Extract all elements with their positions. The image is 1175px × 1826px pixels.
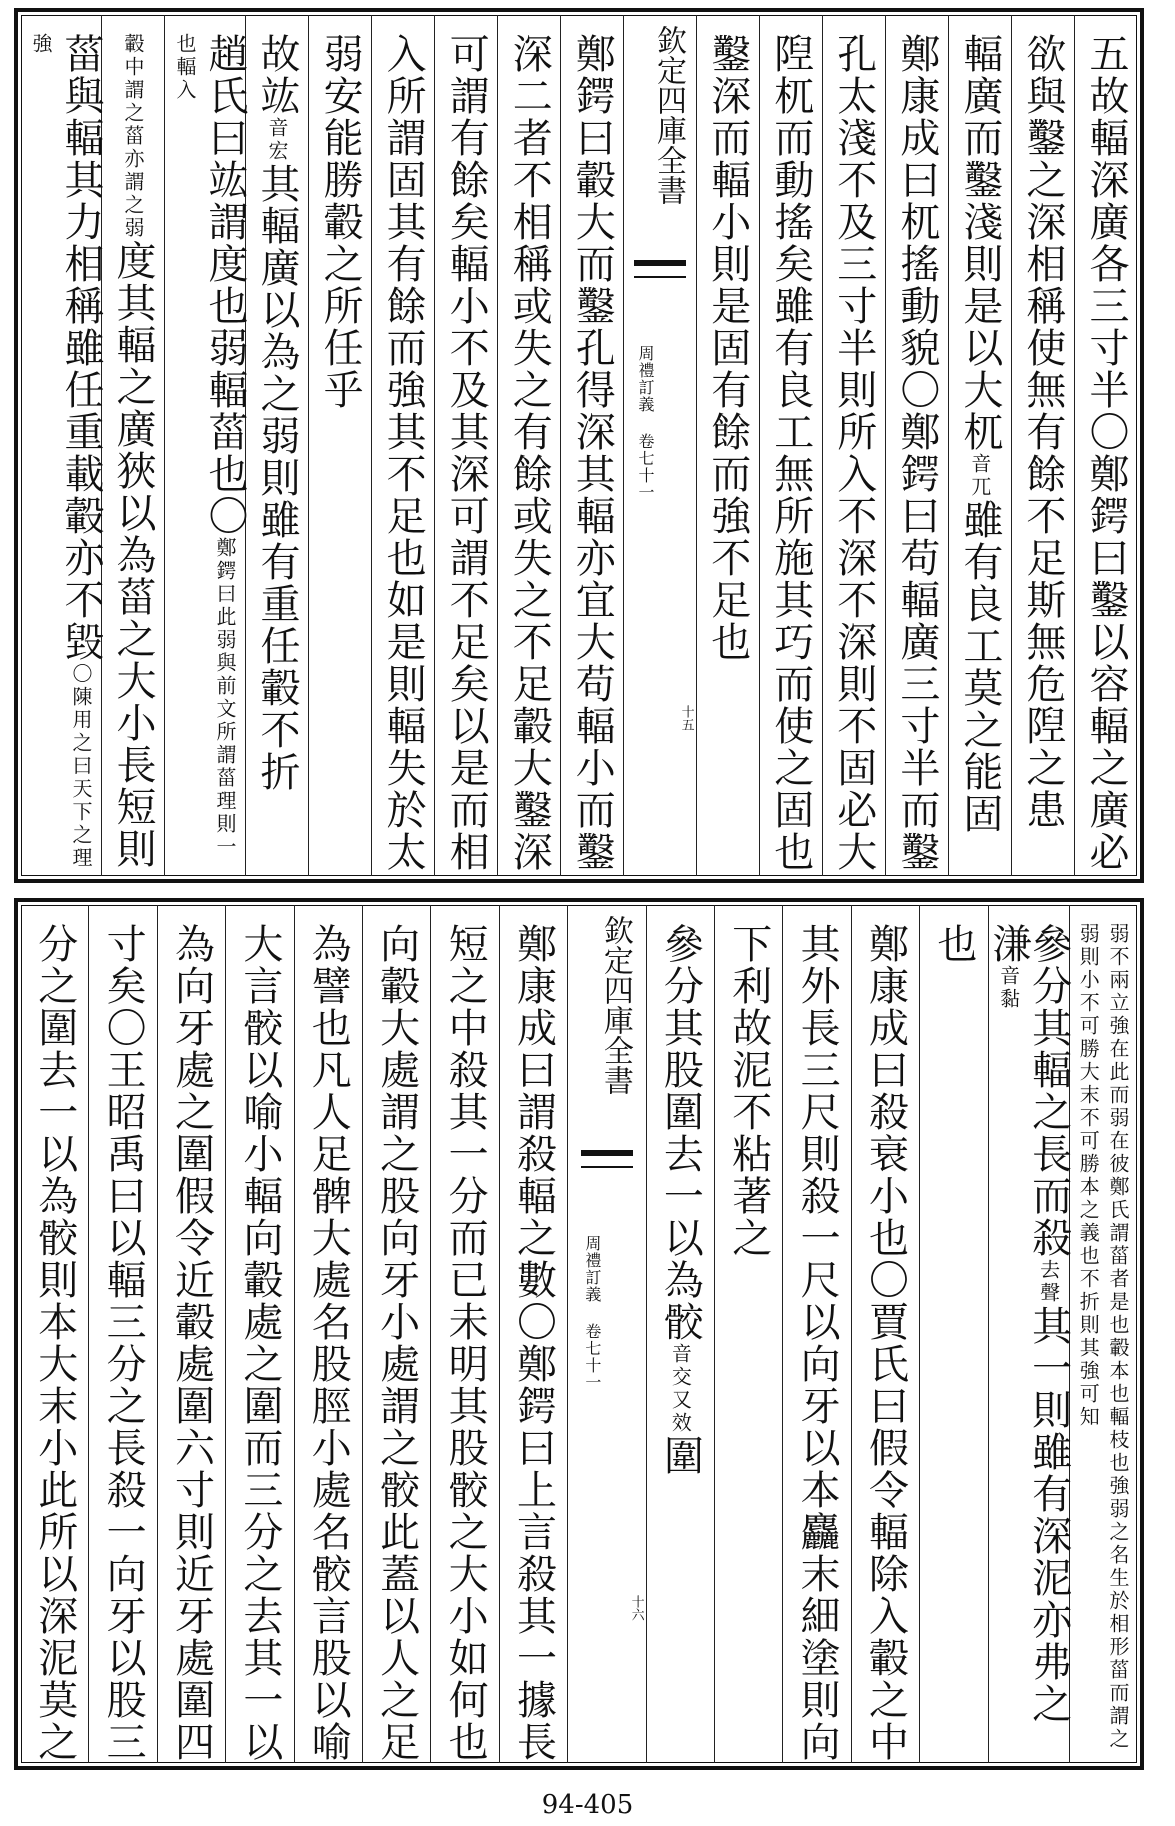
column-text — [1082, 15, 1129, 876]
text-column — [1011, 15, 1074, 876]
text-column — [430, 905, 498, 1763]
center-margin-column — [623, 15, 695, 876]
main-text: 可謂有餘矣輻小不及其深可謂不足矣以是而相 — [443, 33, 490, 873]
main-text: 鑿深而輻小則是固有餘而強不足也 — [704, 33, 751, 663]
center-margin — [568, 905, 646, 1763]
text-column — [497, 15, 560, 876]
fish-tail-mark — [634, 260, 686, 278]
column-text — [1074, 905, 1133, 1763]
main-text: 參分其輻之長而殺 — [1025, 923, 1072, 1259]
column-text — [31, 905, 78, 1763]
column-text — [893, 15, 940, 876]
center-margin-column — [567, 905, 646, 1763]
footer-page-number: 94-405 — [541, 1790, 634, 1820]
main-text: 為向牙處之圍假令近轂處圍六寸則近牙處圍四 — [168, 923, 215, 1763]
main-text: 參分其股圍去一以為骹 — [657, 923, 704, 1343]
text-column — [714, 905, 782, 1763]
text-column — [21, 15, 104, 876]
main-text: 圍 — [657, 1435, 704, 1477]
text-column — [157, 905, 225, 1763]
text-column — [759, 15, 822, 876]
column-text — [443, 15, 490, 876]
text-column — [371, 15, 434, 876]
text-columns — [21, 15, 1137, 876]
text-column — [164, 15, 249, 876]
annotation-text: 去聲 — [1036, 1259, 1061, 1305]
main-text: 鄭康成曰謂殺輻之數〇鄭鍔曰上言殺其一據長 — [510, 923, 557, 1763]
column-text — [510, 905, 557, 1763]
text-column — [696, 15, 759, 876]
leaf-number: 十六 — [628, 1595, 644, 1621]
main-text: 度其輻之廣狹以為菑之大小長短則 — [110, 240, 156, 870]
column-text — [110, 15, 156, 876]
column-text — [657, 905, 704, 1763]
text-column — [225, 905, 293, 1763]
column-text — [1019, 15, 1066, 876]
column-text — [380, 15, 427, 876]
column-text — [373, 905, 420, 1763]
column-text — [704, 15, 751, 876]
main-text: 欲與鑿之深相稱使無有餘不足斯無危隉之患 — [1019, 33, 1066, 831]
text-column — [362, 905, 430, 1763]
annotation-text: 音黏 — [996, 965, 1021, 1011]
column-text — [236, 905, 283, 1763]
main-text: 向轂大處謂之股向牙小處謂之骹此蓋以人之足 — [373, 923, 420, 1763]
column-text — [254, 15, 301, 876]
main-text: 隉杌而動搖矣雖有良工無所施其巧而使之固也 — [767, 33, 814, 873]
main-text: 下利故泥不粘著之 — [725, 923, 772, 1259]
column-text — [830, 15, 877, 876]
text-column — [560, 15, 623, 876]
main-text: 菑與輻其力相稱雖任重載轂亦不毀 — [57, 33, 104, 663]
annotation-text: 音兀 — [967, 453, 992, 499]
annotation-text: 〇陳用之曰天下之理強 — [28, 33, 93, 870]
text-column — [88, 905, 156, 1763]
main-text: 短之中殺其一分而已未明其股骹之大小如何也 — [442, 923, 489, 1763]
main-text: 寸矣〇王昭禹曰以輻三分之長殺一向牙以股三 — [100, 923, 147, 1763]
volume-label: 周禮訂義 卷七十一 — [582, 1235, 602, 1391]
main-text: 故竑 — [254, 33, 301, 117]
main-text: 其輻廣以為之弱則雖有重任轂不折 — [254, 163, 301, 793]
text-column — [851, 905, 919, 1763]
main-text: 其外長三尺則殺一尺以向牙以本麤末細塗則向 — [794, 923, 841, 1763]
main-text: 趙氏曰竑謂度也弱輻菑也〇 — [202, 33, 249, 537]
column-text — [506, 15, 553, 876]
text-column — [434, 15, 497, 876]
main-text: 入所謂固其有餘而強其不足也如是則輻失於太 — [380, 33, 427, 873]
main-text: 也 — [930, 923, 977, 965]
text-column — [294, 905, 362, 1763]
column-text — [100, 905, 147, 1763]
text-column — [308, 15, 371, 876]
text-column — [646, 905, 714, 1763]
main-text: 五故輻深廣各三寸半〇鄭鍔曰鑿以容輻之廣必 — [1082, 33, 1129, 873]
column-text — [168, 905, 215, 1763]
annotation-text: 音宏 — [265, 117, 290, 163]
main-text: 孔太淺不及三寸半則所入不深不深則不固必大 — [830, 33, 877, 873]
text-column — [499, 905, 567, 1763]
annotation-text: 弱不兩立強在此而弱在彼鄭氏謂菑者是也轂本也輻枝也強弱之名生於相形菑而謂之弱則小不可勝大末不可勝本之義也不折則其強可知 — [1076, 923, 1130, 1751]
main-text: 鄭鍔曰轂大而鑿孔得深其輻亦宜大苟輻小而鑿 — [569, 33, 616, 873]
book-title: 欽定四庫全書 — [650, 25, 686, 205]
column-text — [767, 15, 814, 876]
main-text: 為譬也凡人足髀大處名股脛小處名骹言股以喻 — [305, 923, 352, 1763]
text-column — [948, 15, 1011, 876]
column-text — [442, 905, 489, 1763]
column-text — [21, 15, 104, 876]
column-text — [317, 15, 364, 876]
page-bottom — [14, 898, 1144, 1770]
center-margin — [624, 15, 695, 876]
main-text: 深二者不相稱或失之有餘或失之不足轂大鑿深 — [506, 33, 553, 873]
annotation-text: 鄭鍔曰此弱與前文所謂菑理則一也輻入 — [173, 33, 238, 859]
annotation-text: 轂中謂之菑亦謂之弱 — [121, 33, 145, 240]
book-title: 欽定四庫全書 — [597, 915, 633, 1095]
column-text — [930, 905, 977, 1763]
text-columns — [21, 905, 1137, 1763]
text-column — [985, 905, 1072, 1763]
column-text — [985, 905, 1072, 1763]
text-column — [1074, 15, 1137, 876]
column-text — [569, 15, 616, 876]
leaf-number: 十五 — [678, 705, 694, 731]
text-column — [21, 905, 88, 1763]
text-column — [919, 905, 987, 1763]
main-text: 大言骹以喻小輻向轂處之圍而三分之去其一以 — [236, 923, 283, 1763]
volume-label: 周禮訂義 卷七十一 — [635, 345, 655, 501]
text-column — [1069, 905, 1137, 1763]
main-text: 鄭康成曰殺衰小也〇賈氏曰假令輻除入轂之中 — [862, 923, 909, 1763]
main-text: 雖有良工莫之能固 — [956, 499, 1003, 835]
text-column — [822, 15, 885, 876]
main-text: 弱安能勝轂之所任乎 — [317, 33, 364, 411]
column-text — [305, 905, 352, 1763]
column-text — [794, 905, 841, 1763]
annotation-text: 音交又效 — [668, 1343, 693, 1435]
text-column — [885, 15, 948, 876]
column-text — [725, 905, 772, 1763]
text-column — [782, 905, 850, 1763]
main-text: 分之圍去一以為骹則本大末小此所以深泥莫之 — [31, 923, 78, 1763]
column-text — [862, 905, 909, 1763]
page-top — [14, 8, 1144, 883]
text-column — [245, 15, 308, 876]
fish-tail-mark — [581, 1150, 633, 1168]
main-text: 鄭康成曰杌搖動貌〇鄭鍔曰苟輻廣三寸半而鑿 — [893, 33, 940, 873]
main-text: 其一則雖有深泥亦弗之溓 — [985, 923, 1072, 1725]
column-text — [956, 15, 1003, 876]
main-text: 輻廣而鑿淺則是以大杌 — [956, 33, 1003, 453]
column-text — [165, 15, 249, 876]
text-column — [101, 15, 164, 876]
